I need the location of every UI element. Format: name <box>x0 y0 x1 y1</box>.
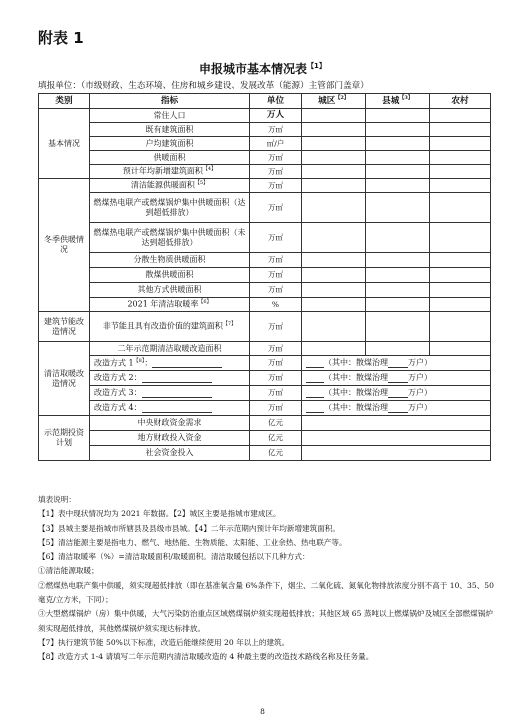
indicator-cell: 户均建筑面积 <box>90 137 250 151</box>
rural-cell[interactable] <box>430 151 491 165</box>
city-info-table <box>38 93 491 461</box>
method-blank <box>142 389 212 398</box>
county-cell[interactable] <box>366 223 430 253</box>
urban-cell[interactable] <box>302 165 366 179</box>
rural-cell[interactable] <box>430 342 491 356</box>
table-row <box>39 446 491 461</box>
indicator-cell: 既有建筑面积 <box>90 123 250 137</box>
county-cell[interactable] <box>366 312 430 342</box>
urban-cell[interactable] <box>302 342 366 356</box>
table-row <box>39 342 491 356</box>
rural-cell[interactable] <box>430 179 491 193</box>
county-cell[interactable] <box>366 342 430 356</box>
note-line: 【6】清洁取暖率（%）=清洁取暖面积/取暖面积。清洁取暖包括以下几种方式： <box>38 552 310 562</box>
unit-cell: 亿元 <box>250 446 302 461</box>
unit-cell: 万㎡ <box>250 193 302 223</box>
unit-cell: 万㎡ <box>250 401 302 416</box>
notes-section <box>38 493 498 665</box>
urban-cell[interactable] <box>302 109 366 123</box>
urban-cell[interactable] <box>302 123 366 137</box>
method-cell[interactable]: 改造方式 2： <box>90 371 250 386</box>
indicator-cell: 其他方式供暖面积 <box>90 283 250 298</box>
unit-cell: 万㎡ <box>250 268 302 283</box>
indicator-cell: 分散生物质供暖面积 <box>90 253 250 268</box>
table-row <box>39 416 491 431</box>
table-row <box>39 137 491 151</box>
header-county: 县城$^{【3】}$ <box>366 94 430 109</box>
county-cell[interactable] <box>366 193 430 223</box>
unit-cell: 亿元 <box>250 416 302 431</box>
category-building: 建筑节能改造情况 <box>39 312 90 342</box>
county-cell[interactable] <box>366 268 430 283</box>
indicator-cell: 中央财政资金需求 <box>90 416 250 431</box>
unit-cell: 万㎡ <box>250 151 302 165</box>
rural-cell[interactable] <box>430 298 491 312</box>
table-row <box>39 312 491 342</box>
table-row <box>39 371 491 386</box>
table-row <box>39 386 491 401</box>
category-winter: 冬季供暖情况 <box>39 179 90 312</box>
table-row <box>39 268 491 283</box>
county-cell[interactable] <box>366 165 430 179</box>
indicator-cell: 供暖面积 <box>90 151 250 165</box>
unit-cell: ㎡/户 <box>250 137 302 151</box>
notes-heading: 填表说明： <box>38 495 76 504</box>
page-title: 申报城市基本情况表$^{【1】}$ <box>199 62 326 76</box>
method-sub-cell[interactable]: （其中：散煤治理 万户） <box>302 371 491 386</box>
county-cell[interactable] <box>366 179 430 193</box>
rural-cell[interactable] <box>430 193 491 223</box>
invest-value-cell[interactable] <box>302 446 491 461</box>
unit-cell: 万㎡ <box>250 342 302 356</box>
unit-cell: 万㎡ <box>250 165 302 179</box>
table-row <box>39 356 491 371</box>
indicator-cell: 清洁能源供暖面积$^{【5】}$ <box>90 179 250 193</box>
rural-cell[interactable] <box>430 123 491 137</box>
header-urban: 城区$^{【2】}$ <box>302 94 366 109</box>
table-row <box>39 283 491 298</box>
note-line: 【1】表中现状情况均为 2021 年数据。【2】城区主要是指城市建成区。 <box>38 509 281 519</box>
table-row <box>39 109 491 123</box>
rural-cell[interactable] <box>430 253 491 268</box>
indicator-cell: 常住人口 <box>90 109 250 123</box>
unit-cell: 万㎡ <box>250 312 302 342</box>
county-cell[interactable] <box>366 109 430 123</box>
indicator-cell: 预计年均新增建筑面积$^{【4】}$ <box>90 165 250 179</box>
county-cell[interactable] <box>366 283 430 298</box>
table-header-row <box>39 94 491 109</box>
method-cell[interactable]: 改造方式 3： <box>90 386 250 401</box>
invest-value-cell[interactable] <box>302 416 491 431</box>
header-category: 类别 <box>39 94 90 109</box>
page-number: 8 <box>260 707 265 716</box>
table-row <box>39 179 491 193</box>
method-sub-cell[interactable]: （其中：散煤治理 万户） <box>302 356 491 371</box>
table-row <box>39 401 491 416</box>
rural-cell[interactable] <box>430 223 491 253</box>
rural-cell[interactable] <box>430 268 491 283</box>
note-line: 【5】清洁能源主要是指电力、燃气、地热能、生物质能、太阳能、工业余热、热电联产等。 <box>38 537 347 547</box>
indicator-cell: 二年示范期清洁取暖改造面积 <box>90 342 250 356</box>
urban-cell[interactable] <box>302 137 366 151</box>
table-row <box>39 431 491 446</box>
indicator-cell: 燃煤热电联产或燃煤锅炉集中供暖面积（达到超低排放） <box>90 193 250 223</box>
note-line: ③大型燃煤锅炉（房）集中供暖，大气污染防治重点区域燃煤锅炉须实现超低排放；其他区域 65 蒸吨以上燃煤锅炉及城区全部燃煤锅炉须实现超低排放，其他燃煤锅炉须实现达标排放。 <box>38 609 493 633</box>
county-cell[interactable] <box>366 151 430 165</box>
indicator-cell: 散煤供暖面积 <box>90 268 250 283</box>
unit-cell: 万㎡ <box>250 223 302 253</box>
method-sub-cell[interactable]: （其中：散煤治理 万户） <box>302 401 491 416</box>
header-indicator: 指标 <box>90 94 250 109</box>
invest-value-cell[interactable] <box>302 431 491 446</box>
unit-cell: 万㎡ <box>250 356 302 371</box>
county-cell[interactable] <box>366 253 430 268</box>
indicator-cell: 燃煤热电联产或燃煤锅炉集中供暖面积（未达到超低排放） <box>90 223 250 253</box>
method-blank <box>142 404 212 413</box>
method-cell[interactable]: 改造方式 $1^{【8】}$： <box>90 356 250 371</box>
urban-cell[interactable] <box>302 253 366 268</box>
rural-cell[interactable] <box>430 283 491 298</box>
unit-cell: 万㎡ <box>250 386 302 401</box>
urban-cell[interactable] <box>302 312 366 342</box>
method-blank <box>152 359 222 368</box>
table-row <box>39 123 491 137</box>
method-blank <box>142 374 212 383</box>
header-unit: 单位 <box>250 94 302 109</box>
urban-cell[interactable] <box>302 283 366 298</box>
table-row <box>39 223 491 253</box>
note-line: 【8】改造方式 1-4 请填写二年示范期内清洁取暖改造的 4 种最主要的改造技术路线名称及任务量。 <box>38 652 374 662</box>
category-retrofit: 清洁取暖改造情况 <box>39 342 90 416</box>
indicator-cell: 2021 年清洁取暖率$^{【6】}$ <box>90 298 250 312</box>
unit-cell: 万㎡ <box>250 179 302 193</box>
rural-cell[interactable] <box>430 312 491 342</box>
table-row <box>39 298 491 312</box>
note-line: ①清洁能源取暖； <box>38 566 99 576</box>
urban-cell[interactable] <box>302 193 366 223</box>
unit-cell: 万人 <box>250 109 302 123</box>
table-row <box>39 165 491 179</box>
unit-cell: 万㎡ <box>250 283 302 298</box>
appendix-label: 附表 1 <box>38 29 84 47</box>
unit-cell: % <box>250 298 302 312</box>
table-row <box>39 151 491 165</box>
category-invest: 示范期投资计划 <box>39 416 90 461</box>
indicator-cell: 社会资金投入 <box>90 446 250 461</box>
indicator-cell: 地方财政投入资金 <box>90 431 250 446</box>
county-cell[interactable] <box>366 137 430 151</box>
urban-cell[interactable] <box>302 179 366 193</box>
county-cell[interactable] <box>366 298 430 312</box>
note-line: 【3】县城主要是指城市所辖县及县级市县城。【4】二年示范期内预计年均新增建筑面积。 <box>38 523 341 533</box>
county-cell[interactable] <box>366 123 430 137</box>
method-cell[interactable]: 改造方式 4： <box>90 401 250 416</box>
unit-cell: 万㎡ <box>250 253 302 268</box>
rural-cell[interactable] <box>430 165 491 179</box>
urban-cell[interactable] <box>302 223 366 253</box>
indicator-cell: 非节能且具有改造价值的建筑面积$^{【7】}$ <box>90 312 250 342</box>
rural-cell[interactable] <box>430 109 491 123</box>
table-row <box>39 193 491 223</box>
urban-cell[interactable] <box>302 151 366 165</box>
note-line: ②燃煤热电联产集中供暖，须实现超低排放（即在基准氧含量 6%条件下，烟尘、二氧化硫、氮氧化物排放浓度分别不高于 10、35、50 毫克/立方米，下同）； <box>38 580 494 605</box>
unit-cell: 万㎡ <box>250 123 302 137</box>
filler-unit-line: 填报单位：（市级财政、生态环境、住房和城乡建设、发展改革（能源）主管部门盖章） <box>38 81 369 91</box>
unit-cell: 亿元 <box>250 431 302 446</box>
rural-cell[interactable] <box>430 137 491 151</box>
category-basic: 基本情况 <box>39 109 90 179</box>
method-sub-cell[interactable]: （其中：散煤治理 万户） <box>302 386 491 401</box>
note-line: 【7】执行建筑节能 50%以下标准，改造后能继续使用 20 年以上的建筑。 <box>38 637 290 647</box>
unit-cell: 万㎡ <box>250 371 302 386</box>
header-rural: 农村 <box>430 94 491 109</box>
table-row <box>39 253 491 268</box>
urban-cell[interactable] <box>302 298 366 312</box>
urban-cell[interactable] <box>302 268 366 283</box>
